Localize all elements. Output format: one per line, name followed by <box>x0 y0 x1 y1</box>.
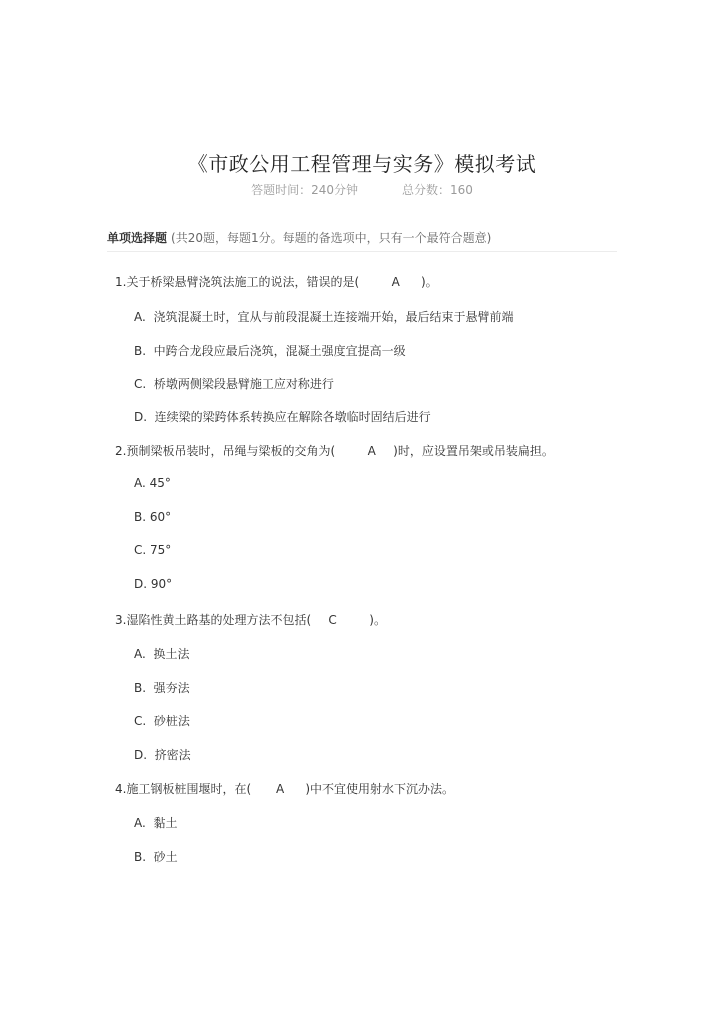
question-1-option-b: B. 中跨合龙段应最后浇筑，混凝土强度宜提高一级 <box>134 344 406 358</box>
question-3-option-b: B. 强夯法 <box>134 681 190 695</box>
question-1-option-c: C. 桥墩两侧梁段悬臂施工应对称进行 <box>134 377 334 391</box>
section-header <box>107 229 617 252</box>
question-stem-tail: )。 <box>401 275 438 289</box>
question-stem: 4.施工钢板桩围堰时，在( <box>115 782 275 796</box>
answer: A <box>391 275 400 289</box>
answer: A <box>276 782 285 796</box>
question-stem-tail: )时，应设置吊架或吊装扁担。 <box>377 444 554 458</box>
question-3-option-c: C. 砂桩法 <box>134 714 190 728</box>
question-3 <box>115 611 386 628</box>
question-stem: 1.关于桥梁悬臂浇筑法施工的说法，错误的是( <box>115 275 390 289</box>
exam-meta <box>0 181 724 198</box>
question-stem-tail: )。 <box>338 613 386 627</box>
question-3-option-a: A. 换土法 <box>134 647 190 661</box>
question-1-option-a: A. 浇筑混凝土时，宜从与前段混凝土连接端开始，最后结束于悬臂前端 <box>134 310 514 324</box>
answer: C <box>328 613 337 627</box>
question-stem-tail: )中不宜使用射水下沉办法。 <box>286 782 455 796</box>
question-stem: 2.预制梁板吊装时，吊绳与梁板的交角为( <box>115 444 366 458</box>
question-3-option-d: D. 挤密法 <box>134 748 191 762</box>
page-title: 《市政公用工程管理与实务》模拟考试 <box>187 152 537 176</box>
section-name: 单项选择题 <box>107 231 168 245</box>
question-2-option-d: D. 90° <box>134 577 173 591</box>
question-4-option-b: B. 砂土 <box>134 850 178 864</box>
answer: A <box>367 444 376 458</box>
section-description: (共20题，每题1分。每题的备选项中，只有一个最符合题意) <box>171 231 492 245</box>
question-4-option-a: A. 黏土 <box>134 816 178 830</box>
question-1 <box>115 273 438 290</box>
question-2-option-a: A. 45° <box>134 476 171 490</box>
question-stem: 3.湿陷性黄土路基的处理方法不包括( <box>115 613 327 627</box>
question-2 <box>115 442 554 459</box>
question-1-option-d: D. 连续梁的梁跨体系转换应在解除各墩临时固结后进行 <box>134 410 431 424</box>
question-2-option-c: C. 75° <box>134 543 172 557</box>
question-4 <box>115 780 454 797</box>
exam-total-score: 总分数：160 <box>402 183 473 197</box>
question-2-option-b: B. 60° <box>134 510 172 524</box>
exam-time: 答题时间：240分钟 <box>251 183 358 197</box>
